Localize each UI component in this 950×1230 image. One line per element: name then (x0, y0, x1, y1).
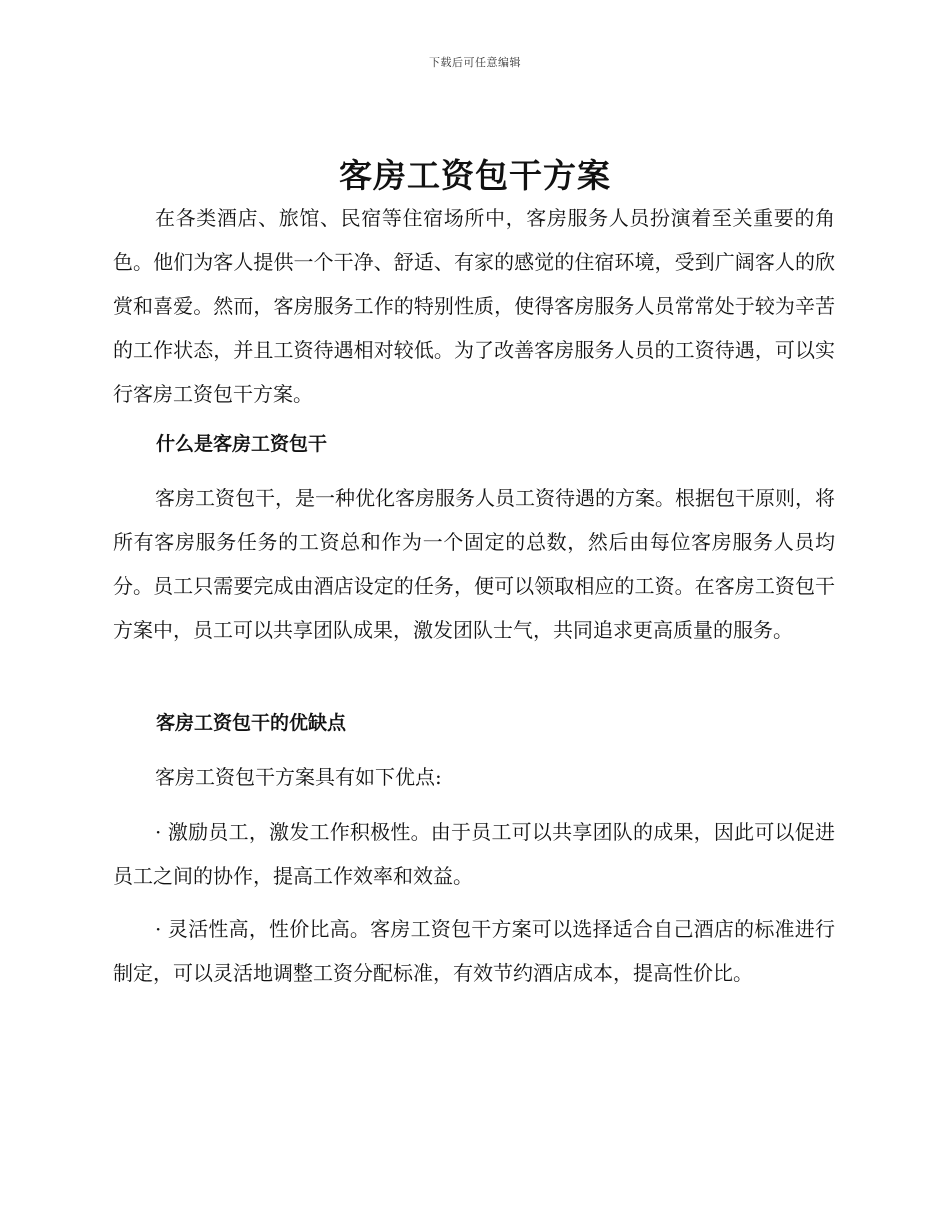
advantage-item-1: · 激励员工，激发工作积极性。由于员工可以共享团队的成果，因此可以促进员工之间的协作，提高工作效率和效益。 (113, 820, 835, 888)
section1-paragraph: 客房工资包干，是一种优化客房服务人员工资待遇的方案。根据包干原则，将所有客房服务任务的工资总和作为一个固定的总数，然后由每位客房服务人员均分。员工只需要完成由酒店设定的任务，便可以领取相应的工资。在客房工资包干方案中，员工可以共享团队成果，激发团队士气，共同追求更高质量的服务。 (113, 486, 835, 642)
advantage-item-2: · 灵活性高，性价比高。客房工资包干方案可以选择适合自己酒店的标准进行制定，可以灵活地调整工资分配标准，有效节约酒店成本，提高性价比。 (113, 917, 835, 985)
section-heading-pros-cons: 客房工资包干的优缺点 (156, 712, 347, 734)
page-header-note: 下载后可任意编辑 (429, 56, 521, 69)
document-title: 客房工资包干方案 (339, 156, 611, 195)
section-heading-what-is: 什么是客房工资包干 (156, 433, 328, 455)
section2-lead: 客房工资包干方案具有如下优点: (155, 765, 442, 789)
intro-paragraph: 在各类酒店、旅馆、民宿等住宿场所中，客房服务人员扮演着至关重要的角色。他们为客人提供一个干净、舒适、有家的感觉的住宿环境，受到广阔客人的欣赏和喜爱。然而，客房服务工作的特别性质，使得客房服务人员常常处于较为辛苦的工作状态，并且工资待遇相对较低。为了改善客房服务人员的工资待遇，可以实行客房工资包干方案。 (113, 206, 835, 406)
